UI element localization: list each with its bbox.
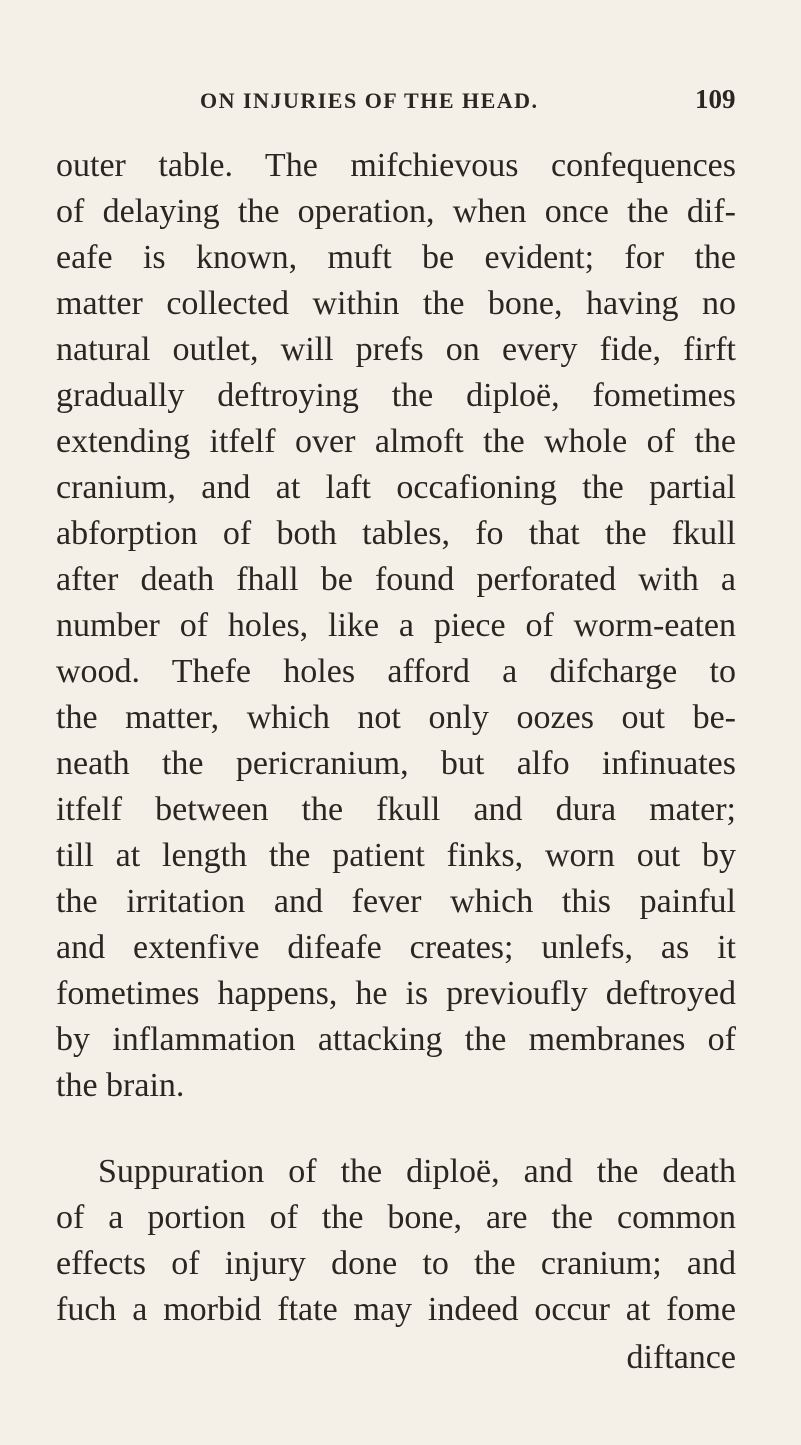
- text-line: the irritation and fever which this painful: [56, 883, 736, 920]
- text-line: abforption of both tables, fo that the fkull: [56, 515, 736, 552]
- text-line: effects of injury done to the cranium; and: [56, 1245, 736, 1282]
- catchword: diftance: [626, 1339, 736, 1376]
- text-line: itfelf between the fkull and dura mater;: [56, 791, 736, 828]
- text-line: of delaying the operation, when once the dif-: [56, 193, 736, 230]
- text-line: eafe is known, muft be evident; for the: [56, 239, 736, 276]
- text-line: outer table. The mifchievous confequences: [56, 147, 736, 184]
- text-line: till at length the patient finks, worn out by: [56, 837, 736, 874]
- text-line: number of holes, like a piece of worm-eaten: [56, 607, 736, 644]
- text-line: wood. Thefe holes afford a difcharge to: [56, 653, 736, 690]
- text-line: Suppuration of the diploë, and the death: [98, 1153, 736, 1190]
- text-line: extending itfelf over almoft the whole of the: [56, 423, 736, 460]
- text-line: the matter, which not only oozes out be-: [56, 699, 736, 736]
- text-line: after death fhall be found perforated with a: [56, 561, 736, 598]
- text-line: and extenfive difeafe creates; unlefs, as it: [56, 929, 736, 966]
- text-line: fuch a morbid ftate may indeed occur at fome: [56, 1291, 736, 1328]
- text-line: the brain.: [56, 1067, 185, 1104]
- page-number: 109: [695, 84, 736, 114]
- text-line: matter collected within the bone, having no: [56, 285, 736, 322]
- text-line: cranium, and at laft occafioning the partial: [56, 469, 736, 506]
- text-line: of a portion of the bone, are the common: [56, 1199, 736, 1236]
- text-line: neath the pericranium, but alfo infinuates: [56, 745, 736, 782]
- text-line: natural outlet, will prefs on every fide, firft: [56, 331, 736, 368]
- text-line: gradually deftroying the diploë, fometimes: [56, 377, 736, 414]
- text-line: fometimes happens, he is previoufly deftroyed: [56, 975, 736, 1012]
- running-head: ON INJURIES OF THE HEAD.: [200, 88, 539, 113]
- text-line: by inflammation attacking the membranes of: [56, 1021, 736, 1058]
